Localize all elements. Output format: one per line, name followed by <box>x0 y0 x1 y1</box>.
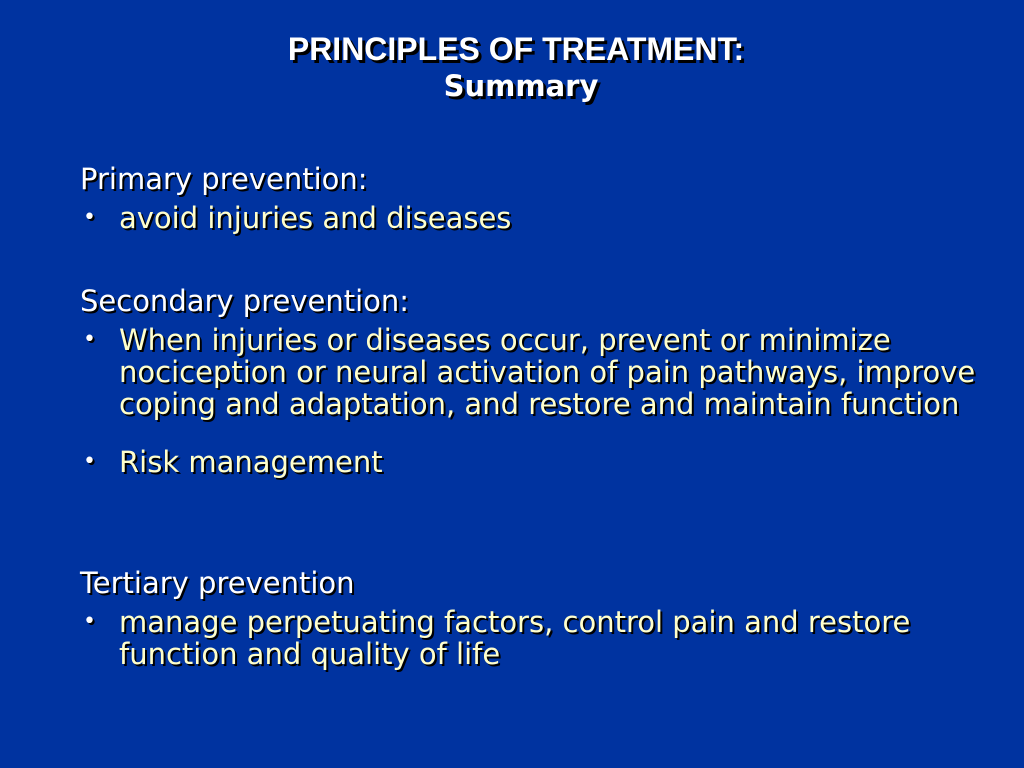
bullet-text: manage perpetuating factors, control pain and restore function and quality of life <box>119 605 911 671</box>
bullet-text: avoid injuries and diseases <box>119 201 512 235</box>
slide-subtitle: Summary <box>443 69 599 103</box>
section-secondary-prevention <box>80 284 980 478</box>
bullet-text: Risk management <box>119 445 383 479</box>
bullet-list <box>80 606 980 670</box>
slide-title: PRINCIPLES OF TREATMENT: <box>287 31 745 67</box>
bullet-icon: • <box>83 327 96 352</box>
bullet-icon: • <box>83 205 96 230</box>
bullet-text: When injuries or diseases occur, prevent or minimize nociception or neural activation of pain pathways, improve coping and adaptation, and restore and maintain function <box>119 323 976 421</box>
bullet-item <box>80 202 980 234</box>
bullet-list <box>80 202 980 234</box>
section-heading: Secondary prevention: <box>80 284 410 318</box>
bullet-item <box>80 324 980 420</box>
bullet-item <box>80 446 980 478</box>
section-heading: Tertiary prevention <box>80 566 355 600</box>
section-tertiary-prevention <box>80 566 980 670</box>
bullet-icon: • <box>83 609 96 634</box>
bullet-list <box>80 324 980 478</box>
section-primary-prevention <box>80 162 980 234</box>
bullet-icon: • <box>83 449 96 474</box>
bullet-item <box>80 606 980 670</box>
title-block <box>0 30 1024 104</box>
section-heading: Primary prevention: <box>80 162 368 196</box>
